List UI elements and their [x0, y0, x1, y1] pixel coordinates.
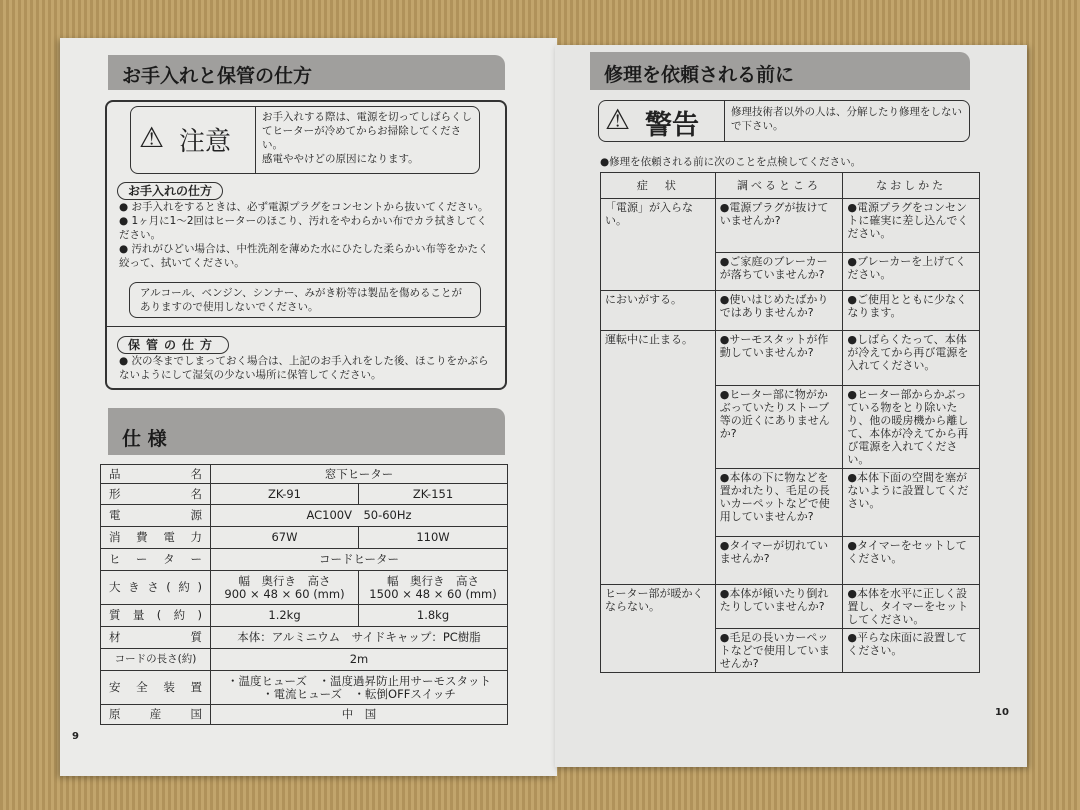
spec-value: 窓下ヒーター — [211, 465, 508, 484]
check-cell: ●サーモスタットが作動していませんか? — [715, 331, 843, 386]
fix-cell: ●ヒーター部からかぶっている物をとり除いたり、他の暖房機から離して、本体が冷えてから再び電源を入れてください。 — [843, 386, 980, 469]
troubleshooting-table — [600, 172, 980, 673]
fix-cell: ●電源プラグをコンセントに確実に差し込んでください。 — [843, 199, 980, 253]
check-cell: ●毛足の長いカーペットなどで使用していませんか? — [715, 629, 843, 673]
care-box — [105, 100, 507, 390]
spec-value: 67W — [211, 527, 359, 549]
check-cell: ●使いはじめたばかりではありませんか? — [715, 291, 843, 331]
fix-cell: ●ブレーカーを上げてください。 — [843, 253, 980, 291]
spec-label: 大きさ(約) — [101, 571, 211, 605]
care-item: ● 汚れがひどい場合は、中性洗剤を薄めた水にひたした柔らかい布等をかたく絞って、拭いてください。 — [119, 243, 489, 269]
table-row — [601, 331, 980, 386]
fix-cell: ●ご使用とともに少なくなります。 — [843, 291, 980, 331]
table-row — [601, 585, 980, 629]
table-row — [601, 291, 980, 331]
care-item: ● お手入れをするときは、必ず電源プラグをコンセントから抜いてください。 — [119, 201, 489, 213]
symptom-cell: においがする。 — [601, 291, 716, 331]
spec-label: 電源 — [101, 505, 211, 527]
spec-value: 幅 奥行き 高さ 1500 × 48 × 60 (mm) — [359, 571, 508, 605]
spec-table — [100, 464, 508, 725]
care-note: アルコール、ベンジン、シンナー、みがき粉等は製品を傷めることがありますので使用しないでください。 — [129, 282, 481, 318]
spec-value: 1.2kg — [211, 605, 359, 627]
check-cell: ●ヒーター部に物がかぶっていたりストーブ等の近くにありませんか? — [715, 386, 843, 469]
page-number: 10 — [995, 707, 1009, 718]
check-cell: ●本体の下に物などを置かれたり、毛足の長いカーペットなどで使用していませんか? — [715, 469, 843, 537]
spec-value: ZK-151 — [359, 484, 508, 505]
warning-box — [598, 100, 970, 142]
spec-value: ・温度ヒューズ ・温度過昇防止用サーモスタット ・電流ヒューズ ・転倒OFFスイッチ — [211, 671, 508, 705]
care-title: お手入れと保管の仕方 — [108, 55, 505, 90]
caution-box — [130, 106, 480, 174]
spec-label: 消費電力 — [101, 527, 211, 549]
fix-cell: ●本体下面の空間を塞がないように設置してください。 — [843, 469, 980, 537]
warning-triangle-icon: ⚠ — [139, 121, 165, 154]
spec-value: 中 国 — [211, 705, 508, 725]
fix-cell: ●平らな床面に設置してください。 — [843, 629, 980, 673]
check-cell: ●ご家庭のブレーカーが落ちていませんか? — [715, 253, 843, 291]
spec-value: 2m — [211, 649, 508, 671]
repair-title: 修理を依頼される前に — [590, 52, 970, 90]
spec-value: 1.8kg — [359, 605, 508, 627]
symptom-cell: 運転中に止まる。 — [601, 331, 716, 585]
caution-label: 注意 — [179, 127, 232, 157]
spec-value: 本体：アルミニウム サイドキャップ：PC樹脂 — [211, 627, 508, 649]
left-page — [60, 38, 557, 776]
check-cell: ●電源プラグが抜けていませんか? — [715, 199, 843, 253]
caution-reason: 感電ややけどの原因になります。 — [262, 153, 419, 165]
spec-label: 原産国 — [101, 705, 211, 725]
page-number: 9 — [72, 731, 79, 742]
spec-label: 質量(約) — [101, 605, 211, 627]
check-cell: ●本体が傾いたり倒れたりしていませんか? — [715, 585, 843, 629]
warning-label: 警告 — [645, 110, 699, 141]
spec-value: 幅 奥行き 高さ 900 × 48 × 60 (mm) — [211, 571, 359, 605]
spec-value: AC100V 50-60Hz — [211, 505, 508, 527]
spec-title: 仕 様 — [108, 408, 505, 455]
fix-cell: ●タイマーをセットしてください。 — [843, 537, 980, 585]
spec-label: 品名 — [101, 465, 211, 484]
table-row — [601, 199, 980, 253]
symptom-cell: 「電源」が入らない。 — [601, 199, 716, 291]
spec-label: 安全装置 — [101, 671, 211, 705]
check-cell: ●タイマーが切れていませんか? — [715, 537, 843, 585]
fix-cell: ●本体を水平に正しく設置し、タイマーをセットしてください。 — [843, 585, 980, 629]
column-header: なおしかた — [843, 173, 980, 199]
spec-label: コードの長さ(約) — [101, 649, 211, 671]
storage-item: ● 次の冬までしまっておく場合は、上記のお手入れをした後、ほこりをかぶらないようにして湿気の少ない場所に保管してください。 — [119, 355, 489, 381]
spec-label: 材質 — [101, 627, 211, 649]
check-intro: ●修理を依頼される前に次のことを点検してください。 — [600, 156, 862, 168]
column-header: 調べるところ — [715, 173, 843, 199]
symptom-cell: ヒーター部が暖かくならない。 — [601, 585, 716, 673]
spec-value: 110W — [359, 527, 508, 549]
spec-value: コードヒーター — [211, 549, 508, 571]
right-page — [555, 45, 1027, 767]
spec-label: 形名 — [101, 484, 211, 505]
column-header: 症 状 — [601, 173, 716, 199]
spec-label: ヒーター — [101, 549, 211, 571]
fix-cell: ●しばらくたって、本体が冷えてから再び電源を入れてください。 — [843, 331, 980, 386]
care-heading: お手入れの仕方 — [117, 182, 223, 200]
spec-value: ZK-91 — [211, 484, 359, 505]
storage-heading: 保管の仕方 — [117, 336, 229, 354]
care-item: ● 1ヶ月に1～2回はヒーターのほこり、汚れをやわらかい布でカラ拭きしてください。 — [119, 215, 488, 241]
warning-text: 修理技術者以外の人は、分解したり修理をしないで下さい。 — [724, 101, 969, 141]
caution-text: お手入れする際は、電源を切ってしばらくしてヒーターが冷めてからお掃除してください。 — [262, 111, 472, 151]
warning-triangle-icon: ⚠ — [605, 103, 631, 136]
